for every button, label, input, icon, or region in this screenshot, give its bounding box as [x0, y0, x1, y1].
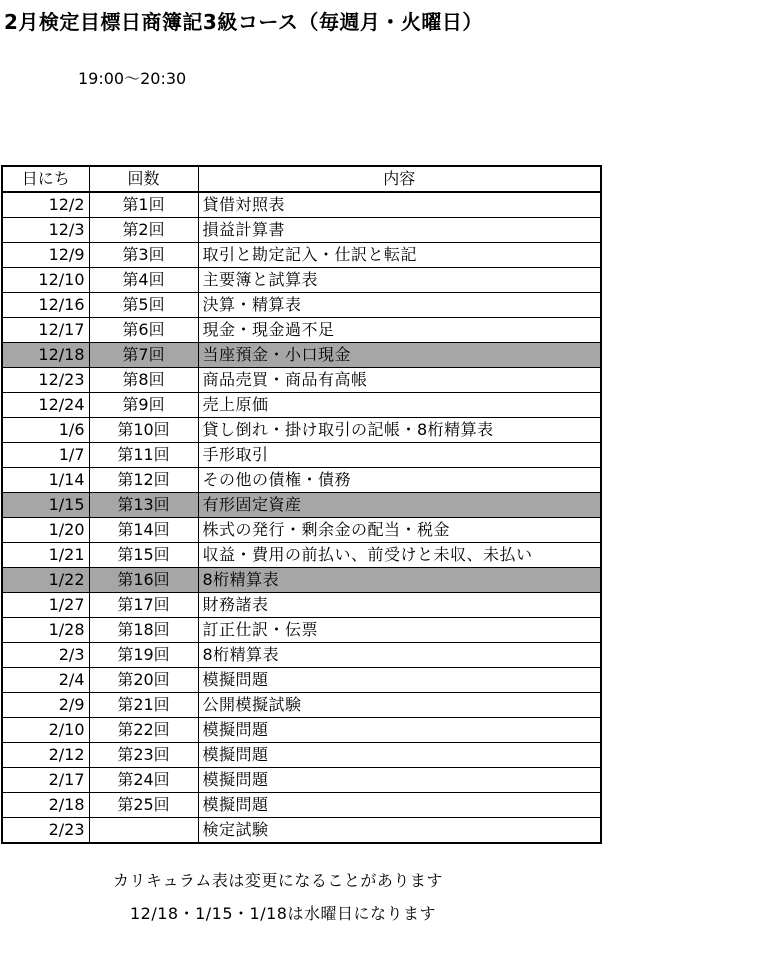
- table-row: [2, 468, 601, 493]
- session-content: 売上原価: [198, 393, 601, 418]
- session-date: 2/18: [2, 793, 89, 818]
- table-row: [2, 518, 601, 543]
- table-row: [2, 268, 601, 293]
- session-number: 第16回: [89, 568, 198, 593]
- table-row: [2, 218, 601, 243]
- session-number: 第20回: [89, 668, 198, 693]
- session-content: 取引と勘定記入・仕訳と転記: [198, 243, 601, 268]
- session-content: 現金・現金過不足: [198, 318, 601, 343]
- table-row: [2, 718, 601, 743]
- session-number: 第13回: [89, 493, 198, 518]
- table-row: [2, 668, 601, 693]
- session-content: 損益計算書: [198, 218, 601, 243]
- session-content: 8桁精算表: [198, 643, 601, 668]
- session-date: 1/15: [2, 493, 89, 518]
- session-date: 2/9: [2, 693, 89, 718]
- session-content: 貸借対照表: [198, 192, 601, 218]
- table-row: [2, 368, 601, 393]
- table-row: [2, 192, 601, 218]
- session-content: 模擬問題: [198, 743, 601, 768]
- session-date: 12/24: [2, 393, 89, 418]
- session-content: 模擬問題: [198, 793, 601, 818]
- session-number: 第22回: [89, 718, 198, 743]
- column-header-session: 回数: [89, 166, 198, 192]
- table-row: [2, 618, 601, 643]
- session-date: 1/6: [2, 418, 89, 443]
- session-date: 1/22: [2, 568, 89, 593]
- session-number: 第23回: [89, 743, 198, 768]
- session-date: 12/18: [2, 343, 89, 368]
- session-date: 2/12: [2, 743, 89, 768]
- session-date: 12/17: [2, 318, 89, 343]
- session-number: 第14回: [89, 518, 198, 543]
- session-date: 12/10: [2, 268, 89, 293]
- session-date: 1/21: [2, 543, 89, 568]
- session-date: 1/14: [2, 468, 89, 493]
- session-date: 2/23: [2, 818, 89, 844]
- curriculum-change-note: カリキュラム表は変更になることがあります: [113, 871, 443, 890]
- session-content: 手形取引: [198, 443, 601, 468]
- session-content: 有形固定資産: [198, 493, 601, 518]
- table-row: [2, 693, 601, 718]
- session-content: 当座預金・小口現金: [198, 343, 601, 368]
- table-row: [2, 643, 601, 668]
- session-number: 第3回: [89, 243, 198, 268]
- session-number: 第2回: [89, 218, 198, 243]
- table-row: [2, 493, 601, 518]
- session-number: 第24回: [89, 768, 198, 793]
- session-content: 検定試験: [198, 818, 601, 844]
- table-row: [2, 343, 601, 368]
- session-date: 12/3: [2, 218, 89, 243]
- session-number: 第17回: [89, 593, 198, 618]
- session-date: 1/28: [2, 618, 89, 643]
- session-number: 第5回: [89, 293, 198, 318]
- header-row: [2, 166, 601, 192]
- table-row: [2, 418, 601, 443]
- column-header-date: 日にち: [2, 166, 89, 192]
- session-number: 第4回: [89, 268, 198, 293]
- table-row: [2, 393, 601, 418]
- session-content: 収益・費用の前払い、前受けと未収、未払い: [198, 543, 601, 568]
- session-number: 第19回: [89, 643, 198, 668]
- session-content: 訂正仕訳・伝票: [198, 618, 601, 643]
- session-content: その他の債権・債務: [198, 468, 601, 493]
- table-row: [2, 318, 601, 343]
- session-date: 12/2: [2, 192, 89, 218]
- table-row: [2, 818, 601, 844]
- session-content: 主要簿と試算表: [198, 268, 601, 293]
- schedule-table: [1, 165, 602, 844]
- session-number: 第10回: [89, 418, 198, 443]
- session-content: 公開模擬試験: [198, 693, 601, 718]
- session-content: 財務諸表: [198, 593, 601, 618]
- session-number: 第9回: [89, 393, 198, 418]
- table-row: [2, 743, 601, 768]
- session-number: 第7回: [89, 343, 198, 368]
- session-date: 2/3: [2, 643, 89, 668]
- schedule-body: [2, 192, 601, 843]
- session-content: 8桁精算表: [198, 568, 601, 593]
- table-row: [2, 593, 601, 618]
- table-row: [2, 543, 601, 568]
- table-row: [2, 768, 601, 793]
- page-title: 2月検定目標日商簿記3級コース（毎週月・火曜日）: [4, 10, 483, 34]
- session-content: 貸し倒れ・掛け取引の記帳・8桁精算表: [198, 418, 601, 443]
- session-date: 1/20: [2, 518, 89, 543]
- session-number: [89, 818, 198, 844]
- session-number: 第8回: [89, 368, 198, 393]
- class-time: 19:00～20:30: [78, 69, 187, 88]
- session-content: 模擬問題: [198, 768, 601, 793]
- table-row: [2, 443, 601, 468]
- session-number: 第18回: [89, 618, 198, 643]
- table-row: [2, 293, 601, 318]
- session-content: 決算・精算表: [198, 293, 601, 318]
- session-content: 商品売買・商品有高帳: [198, 368, 601, 393]
- session-date: 2/4: [2, 668, 89, 693]
- session-date: 1/7: [2, 443, 89, 468]
- session-date: 2/17: [2, 768, 89, 793]
- session-content: 模擬問題: [198, 668, 601, 693]
- session-number: 第1回: [89, 192, 198, 218]
- column-header-content: 内容: [198, 166, 601, 192]
- session-date: 12/23: [2, 368, 89, 393]
- table-row: [2, 793, 601, 818]
- session-date: 12/16: [2, 293, 89, 318]
- session-content: 模擬問題: [198, 718, 601, 743]
- session-date: 2/10: [2, 718, 89, 743]
- session-date: 12/9: [2, 243, 89, 268]
- session-number: 第6回: [89, 318, 198, 343]
- session-date: 1/27: [2, 593, 89, 618]
- table-row: [2, 243, 601, 268]
- table-row: [2, 568, 601, 593]
- session-number: 第15回: [89, 543, 198, 568]
- session-number: 第12回: [89, 468, 198, 493]
- session-number: 第21回: [89, 693, 198, 718]
- session-content: 株式の発行・剰余金の配当・税金: [198, 518, 601, 543]
- session-number: 第25回: [89, 793, 198, 818]
- wednesday-note: 12/18・1/15・1/18は水曜日になります: [130, 904, 436, 923]
- session-number: 第11回: [89, 443, 198, 468]
